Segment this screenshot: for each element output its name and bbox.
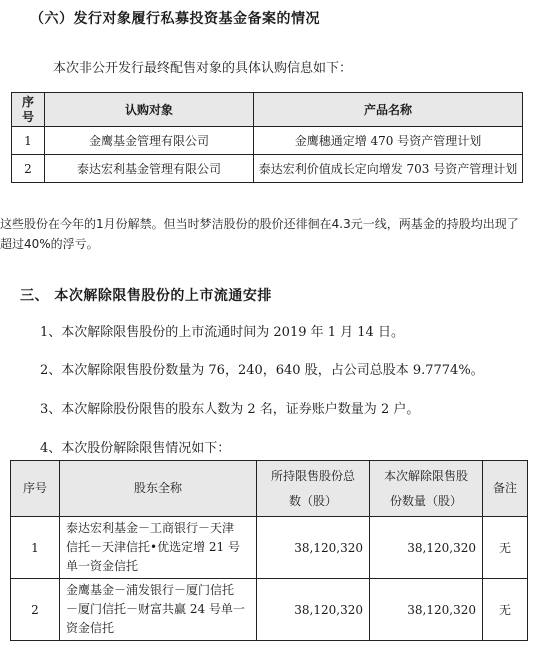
table2-header-unlocked-shares: 本次解除限售股 份数量（股） xyxy=(370,461,483,517)
table1-cell-subscriber: 金鹰基金管理有限公司 xyxy=(45,127,254,155)
table-row xyxy=(11,579,528,641)
table2-cell-remark: 无 xyxy=(483,517,528,579)
table1-cell-index: 1 xyxy=(12,127,45,155)
table2-header-held-shares: 所持限售股份总 数（股） xyxy=(257,461,370,517)
table1-header-subscriber: 认购对象 xyxy=(45,93,254,127)
table2-header-remark: 备注 xyxy=(483,461,528,517)
table2-cell-unlocked-shares: 38,120,320 xyxy=(370,517,483,579)
table2-header-shareholder: 股东全称 xyxy=(60,461,257,517)
list-item: 4、本次股份解除限售情况如下： xyxy=(40,441,231,456)
table1-cell-index: 2 xyxy=(12,155,45,183)
unlock-table xyxy=(10,460,528,641)
table2-cell-index: 1 xyxy=(11,517,60,579)
table2-cell-shareholder: 泰达宏利基金－工商银行－天津 信托－天津信托•优选定增 21 号 单一资金信托 xyxy=(60,517,257,579)
table2-cell-shareholder: 金鹰基金－浦发银行－厦门信托 －厦门信托－财富共赢 24 号单一 资金信托 xyxy=(60,579,257,641)
table2-header-index: 序号 xyxy=(11,461,60,517)
table-row xyxy=(11,517,528,579)
subscription-table xyxy=(11,92,523,183)
table1-cell-product: 金鹰穗通定增 470 号资产管理计划 xyxy=(254,127,523,155)
table-row xyxy=(12,127,523,155)
table2-cell-held-shares: 38,120,320 xyxy=(257,579,370,641)
commentary-line-1: 这些股份在今年的1月份解禁。但当时梦洁股份的股价还徘徊在4.3元一线，两基金的持股均出现了 xyxy=(0,217,519,231)
commentary-line-2: 超过40%的浮亏。 xyxy=(0,237,99,251)
table2-cell-index: 2 xyxy=(11,579,60,641)
list-item: 1、本次解除限售股份的上市流通时间为 2019 年 1 月 14 日。 xyxy=(40,325,404,340)
table1-cell-subscriber: 泰达宏利基金管理有限公司 xyxy=(45,155,254,183)
list-item: 3、本次解除股份限售的股东人数为 2 名，证券账户数量为 2 户。 xyxy=(40,402,420,417)
table1-cell-product: 泰达宏利价值成长定向增发 703 号资产管理计划 xyxy=(254,155,523,183)
section-3-title: 三、 本次解除限售股份的上市流通安排 xyxy=(20,288,272,304)
table2-cell-held-shares: 38,120,320 xyxy=(257,517,370,579)
list-item: 2、本次解除限售股份数量为 76，240，640 股，占公司总股本 9.7774%。 xyxy=(40,363,484,378)
commentary-note xyxy=(0,214,536,254)
table1-header-index: 序 号 xyxy=(12,93,45,127)
table2-cell-unlocked-shares: 38,120,320 xyxy=(370,579,483,641)
table2-cell-remark: 无 xyxy=(483,579,528,641)
table-row xyxy=(12,155,523,183)
table1-header-product: 产品名称 xyxy=(254,93,523,127)
section-6-intro: 本次非公开发行最终配售对象的具体认购信息如下： xyxy=(53,61,353,76)
section-6-title: （六）发行对象履行私募投资基金备案的情况 xyxy=(30,11,320,27)
